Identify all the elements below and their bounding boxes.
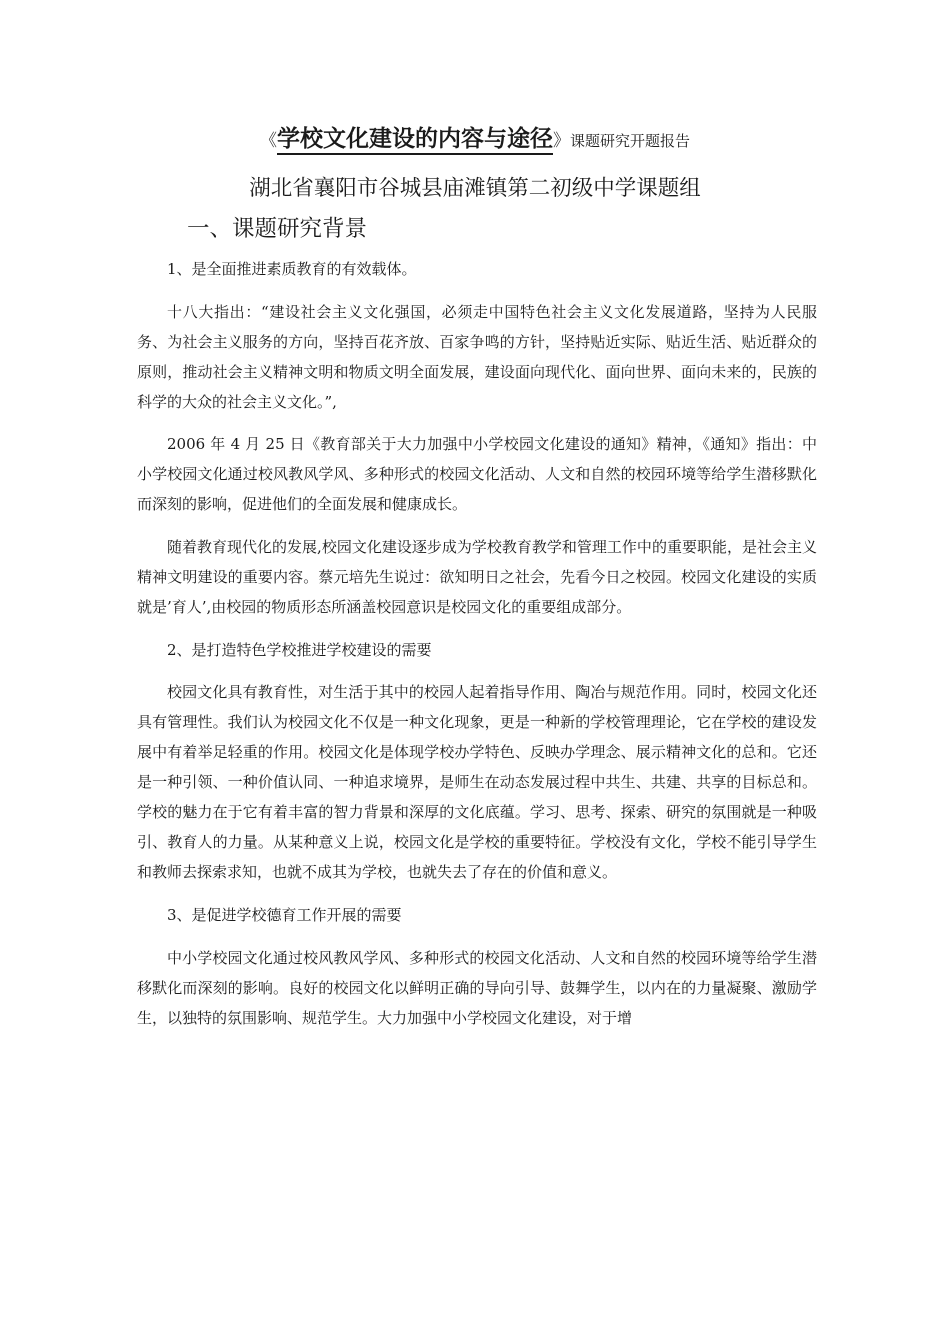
subheading-3: 3、是促进学校德育工作开展的需要 — [167, 906, 402, 925]
paragraph: 随着教育现代化的发展,校园文化建设逐步成为学校教育教学和管理工作中的重要职能，是社会主义精神文明建设的重要内容。蔡元培先生说过：欲知明日之社会，先看今日之校园。校园文化建设的实质就是’育人’,由校园的物质形态所涵盖校园意识是校园文化的重要组成部分。 — [137, 538, 817, 617]
organization-line: 湖北省襄阳市谷城县庙滩镇第二初级中学课题组 — [249, 176, 701, 201]
title-suffix: 课题研究开题报告 — [569, 132, 690, 150]
paragraph: 中小学校园文化通过校风教风学风、多种形式的校园文化活动、人文和自然的校园环境等给学生潜移默化而深刻的影响。良好的校园文化以鲜明正确的导向引导、鼓舞学生，以内在的力量凝聚、激励学生，以独特的氛围影响、规范学生。大力加强中小学校园文化建设，对于增 — [137, 948, 817, 1027]
document-title — [0, 120, 950, 153]
paragraph: 2006 年 4 月 25 日《教育部关于大力加强中小学校园文化建设的通知》精神，《通知》指出：中小学校园文化通过校风教风学风、多种形式的校园文化活动、人文和自然的校园环境等给学生潜移默化而深刻的影响，促进他们的全面发展和健康成长。 — [137, 435, 817, 514]
title-open-bracket: 《 — [259, 131, 277, 151]
subheading-2: 2、是打造特色学校推进学校建设的需要 — [167, 640, 432, 659]
title-main-text: 学校文化建设的内容与途径 — [277, 126, 553, 155]
section-heading: 一、课题研究背景 — [187, 216, 368, 242]
subheading-1: 1、是全面推进素质教育的有效载体。 — [167, 260, 417, 278]
paragraph: 校园文化具有教育性，对生活于其中的校园人起着指导作用、陶冶与规范作用。同时，校园文化还具有管理性。我们认为校园文化不仅是一种文化现象，更是一种新的学校管理理论，它在学校的建设发展中有着举足轻重的作用。校园文化是体现学校办学特色、反映办学理念、展示精神文化的总和。它还是一种引领、一种价值认同、一种追求境界，是师生在动态发展过程中共生、共建、共享的目标总和。学校的魅力在于它有着丰富的智力背景和深厚的文化底蕴。学习、思考、探索、研究的氛围就是一种吸引、教育人的力量。从某种意义上说，校园文化是学校的重要特征。学校没有文化，学校不能引导学生和教师去探索求知，也就不成其为学校，也就失去了存在的价值和意义。 — [137, 683, 817, 882]
document-body — [137, 254, 817, 1046]
paragraph: 十八大指出：“建设社会主义文化强国，必须走中国特色社会主义文化发展道路，坚持为人民服务、为社会主义服务的方向，坚持百花齐放、百家争鸣的方针，坚持贴近实际、贴近生活、贴近群众的原则，推动社会主义精神文明和物质文明全面发展，建设面向现代化、面向世界、面向未来的，民族的科学的大众的社会主义文化。”, — [137, 302, 817, 411]
title-close-bracket: 》 — [552, 131, 570, 151]
